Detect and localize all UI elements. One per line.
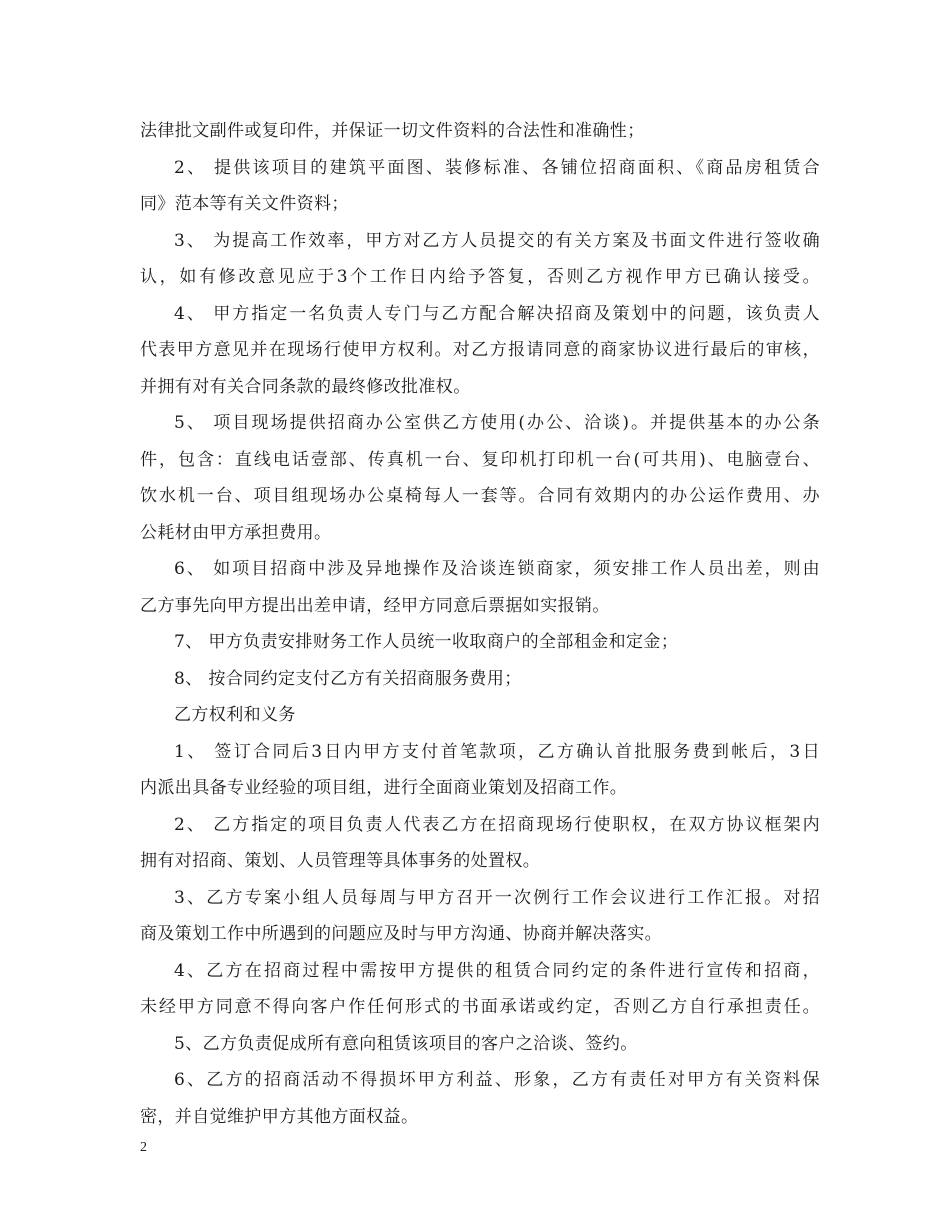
text-line: 3、 为提高工作效率，甲方对乙方人员提交的有关方案及书面文件进行签收确 [174, 230, 820, 251]
text-line: 4、乙方在招商过程中需按甲方提供的租赁合同约定的条件进行宣传和招商， [174, 960, 820, 981]
text-line: 6、 如项目招商中涉及异地操作及洽谈连锁商家，须安排工作人员出差，则由 [174, 559, 820, 579]
text-line: 未经甲方同意不得向客户作任何形式的书面承诺或约定，否则乙方自行承担责任。 [140, 997, 820, 1017]
text-line: 拥有对招商、策划、人员管理等具体事务的处置权。 [140, 851, 541, 871]
text-line: 2、 提供该项目的建筑平面图、装修标准、各铺位招商面积、《商品房租赁合 [174, 157, 820, 178]
text-line: 8、 按合同约定支付乙方有关招商服务费用； [174, 668, 522, 689]
text-line: 4、 甲方指定一名负责人专门与乙方配合解决招商及策划中的问题，该负责人 [174, 303, 820, 324]
text-line: 密，并自觉维护甲方其他方面权益。 [140, 1106, 419, 1127]
text-line: 乙方事先向甲方提出出差申请，经甲方同意后票据如实报销。 [140, 595, 610, 616]
text-line: 代表甲方意见并在现场行使甲方权利。对乙方报请同意的商家协议进行最后的审核， [140, 340, 820, 360]
text-line: 内派出具备专业经验的项目组，进行全面商业策划及招商工作。 [140, 778, 628, 798]
text-line: 3、乙方专案小组人员每周与甲方召开一次例行工作会议进行工作汇报。对招 [174, 887, 820, 908]
text-line: 同》范本等有关文件资料； [140, 194, 349, 214]
text-line: 5、 项目现场提供招商办公室供乙方使用(办公、洽谈)。并提供基本的办公条 [174, 413, 820, 433]
text-line: 件，包含：直线电话壹部、传真机一台、复印机打印机一台(可共用)、电脑壹台、 [140, 449, 820, 470]
section-heading: 乙方权利和义务 [174, 705, 296, 725]
text-line: 6、乙方的招商活动不得损坏甲方利益、形象，乙方有责任对甲方有关资料保 [174, 1070, 820, 1090]
text-line: 认，如有修改意见应于3个工作日内给予答复，否则乙方视作甲方已确认接受。 [140, 267, 820, 287]
text-line: 饮水机一台、项目组现场办公桌椅每人一套等。合同有效期内的办公运作费用、办 [140, 486, 820, 506]
document-body [140, 113, 820, 1135]
text-line: 7、 甲方负责安排财务工作人员统一收取商户的全部租金和定金； [174, 632, 679, 652]
text-line: 1、 签订合同后3日内甲方支付首笔款项，乙方确认首批服务费到帐后，3日 [174, 741, 820, 762]
text-line: 法律批文副件或复印件，并保证一切文件资料的合法性和准确性； [140, 121, 645, 141]
page-number: 2 [140, 1140, 147, 1155]
text-line: 公耗材由甲方承担费用。 [140, 522, 332, 543]
text-line: 2、 乙方指定的项目负责人代表乙方在招商现场行使职权，在双方协议框架内 [174, 814, 820, 835]
text-line: 商及策划工作中所遇到的问题应及时与甲方沟通、协商并解决落实。 [140, 924, 662, 944]
text-line: 5、乙方负责促成所有意向租赁该项目的客户之洽谈、签约。 [174, 1033, 638, 1054]
text-line: 并拥有对有关合同条款的最终修改批准权。 [140, 376, 471, 397]
